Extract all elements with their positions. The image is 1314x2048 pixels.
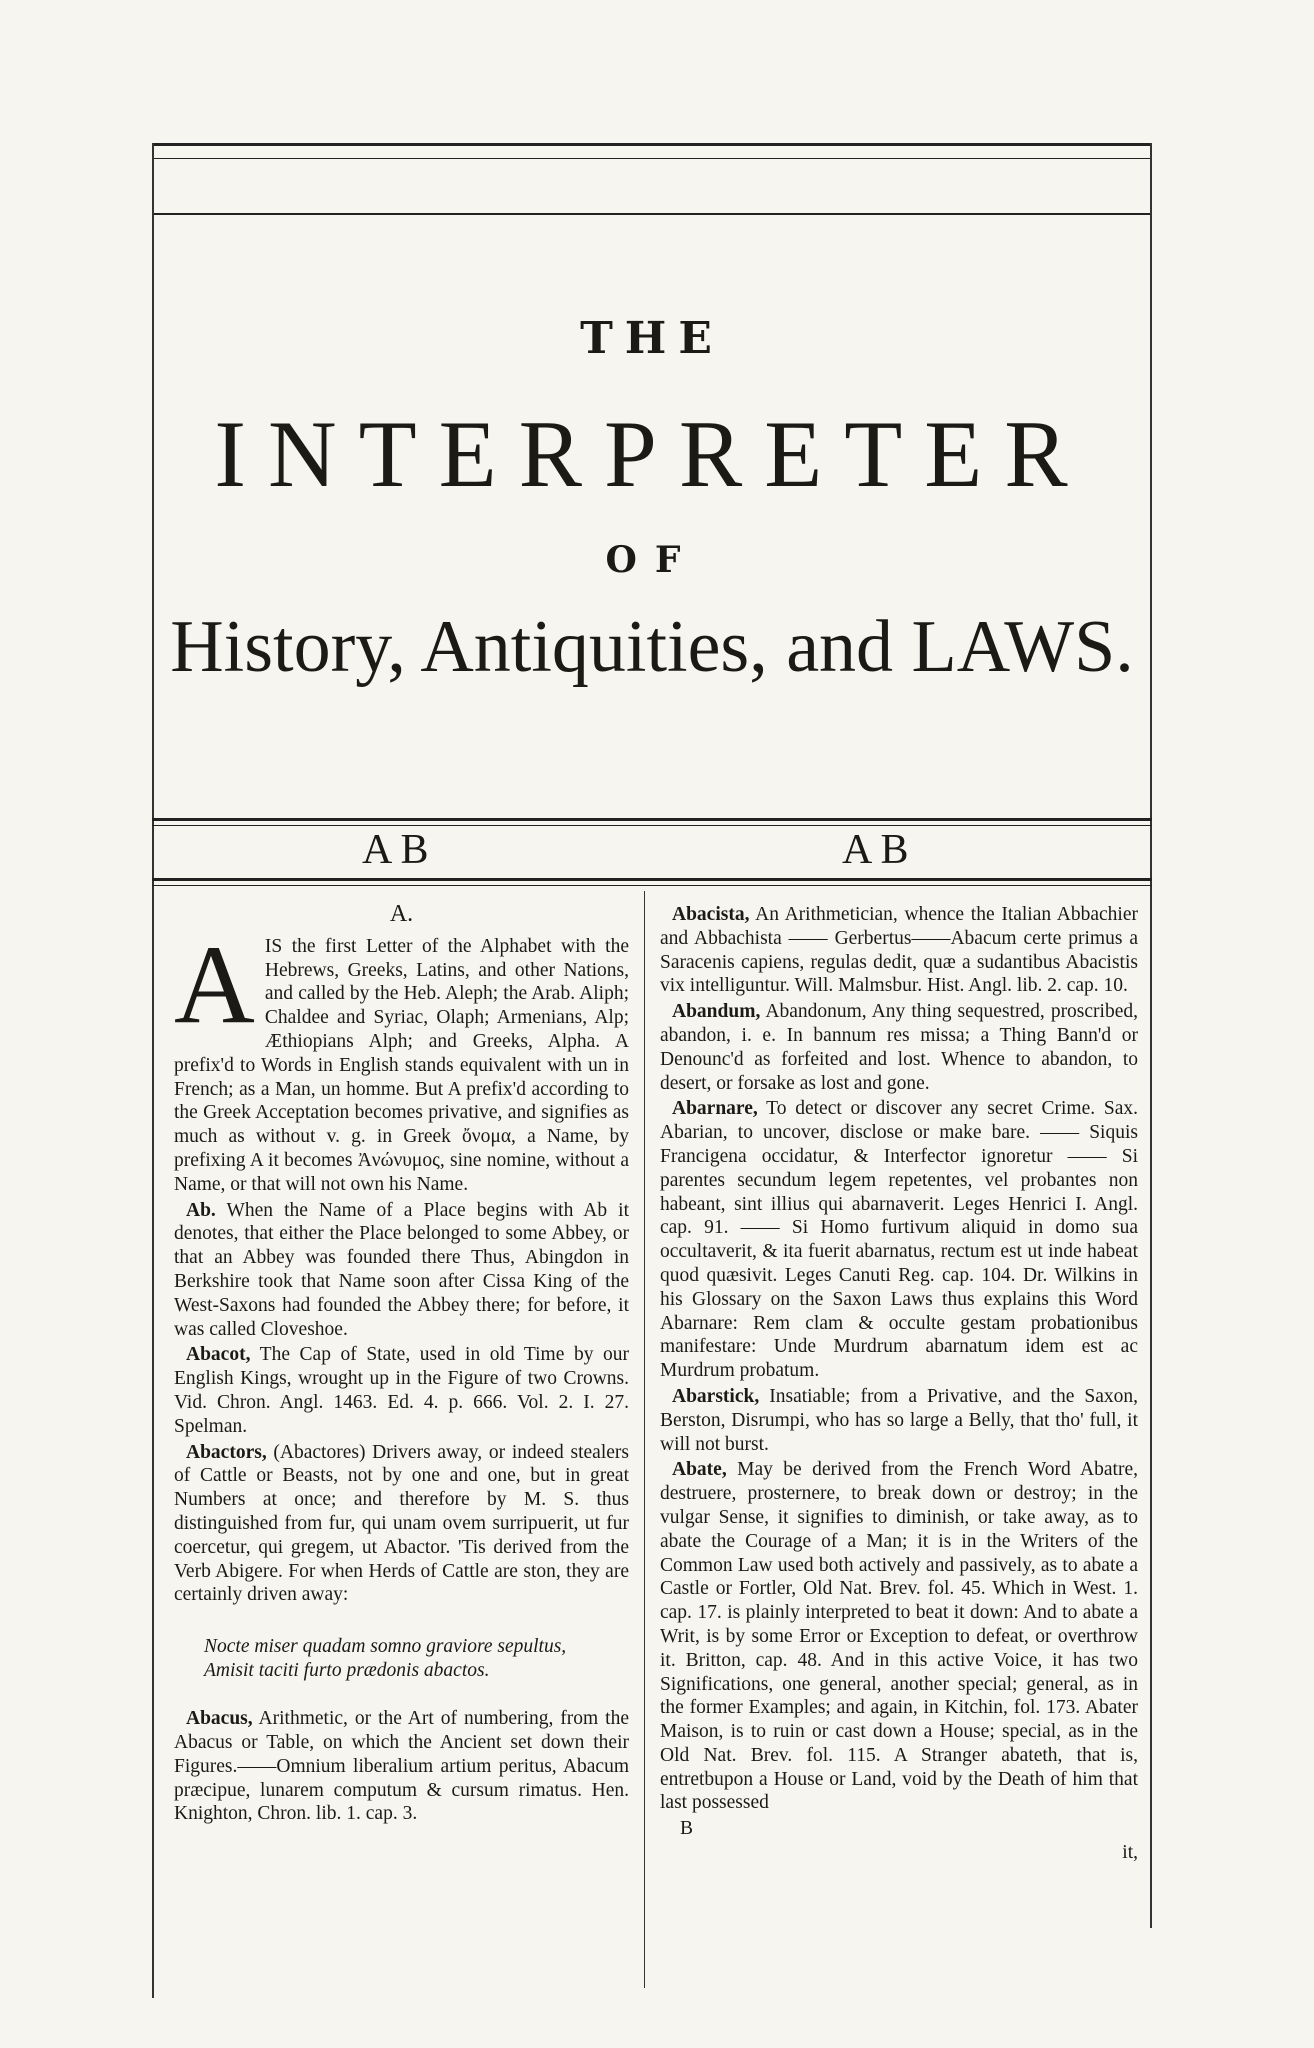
entry-text: To detect or discover any secret Crime. Sax. Abarian, to uncover, disclose or make bare. —— Siquis Francigena occidatur, & Interfector ignoretur —— Si parentes secundum legem repetentes, vel probantes non habeant, sint illius qui abarnaverit. Leges Henrici I. Angl. cap. 91. —— Si Homo furtivum aliquid in domo sua occultaverit, & ita fuerit abarnatus, rectum est ut inde habeat quod quæsivit. Leges Canuti Reg. cap. 104. Dr. Wilkins in his Glossary on the Saxon Laws thus explains this Word Abarnare: Rem clam & occulte gestam probationibus manifestare: Unde Murdrum abarnatum idem est ac Murdrum probatum. [660,1098,1138,1382]
headword: Abate, [672,1459,727,1481]
title-subtitle: History, Antiquities, and LAWS. [170,606,1134,688]
entry-abarnare [660,1097,1138,1383]
column-divider [644,891,645,1988]
entry-text: The Cap of State, used in old Time by our English Kings, wrought up in the Figure of two Crowns. Vid. Chron. Angl. 1463. Ed. 4. p. 666. Vol. 2. I. 27. Spelman. [174,1344,629,1437]
headword: Abacus, [186,1708,253,1730]
entry-text: An Arithmetician, whence the Italian Abbachier and Abbachista —— Gerbertus——Abacum certe primus a Saracenis capiens, regulas dedit, quæ a sudantibus Abacistis vix intelliguntur. Will. Malmsbur. Hist. Angl. lib. 2. cap. 10. [660,904,1138,997]
headword: Abarstick, [672,1385,760,1407]
column-head-rule-top [152,818,1152,826]
entry-text: Abandonum, Any thing sequestred, proscribed, abandon, i. e. In bannum res missa; a Thing Bann'd or Denounc'd as forfeited and lost. Whence to abandon, to desert, or forsake as lost and gone. [660,1001,1138,1094]
entry-abacista [660,903,1138,998]
drop-capital: A [174,922,255,1047]
entry-a-text: IS the first Letter of the Alphabet with the Hebrews, Greeks, Latins, and other Nations, and called by the Heb. Aleph; the Arab. Aliph; Chaldee and Syriac, Olaph; Armenians, Alp; Æthiopians Alph; and Greeks, Alpha. A prefix'd to Words in English stands equivalent with un in French; as a Man, un homme. But A prefix'd according to the Greek Acceptation becomes privative, and signifies as much as without v. g. in Greek ὄνομα, a Name, by prefixing A it becomes Ἀνώνυμος, sine nomine, without a Name, or that will not own his Name. [174,935,629,1195]
headword: Abarnare, [672,1098,758,1120]
title-main: INTERPRETER [214,401,1090,507]
page [152,143,1152,2018]
right-column [660,903,1138,1865]
signature-mark: B [680,1818,694,1840]
header-rule [152,213,1152,215]
entry-abandum [660,1000,1138,1095]
column-head-right: A B [842,827,909,873]
column-head-rule-bottom [152,878,1152,886]
headword: Abandum, [672,1001,761,1023]
column-head-left: A B [362,827,429,873]
entry-text: May be derived from the French Word Abatre, destruere, prosternere, to break down or destroy; in the vulgar Sense, it signifies to diminish, or take away, as to abate the Courage of a Man; it is in the Writers of the Common Law used both actively and passively, as to abate a Castle or Fortler, Old Nat. Brev. fol. 45. Which in West. 1. cap. 17. is plainly interpreted to beat it down: And to abate a Writ, is by some Error or Exception to defeat, or overthrow it. Britton, cap. 48. And in this active Voice, it has two Significations, one general, another special; general, as in the former Examples; and again, in Kitchin, fol. 173. Abater Maison, is to ruin or cast down a House; special, as in the Old Nat. Brev. fol. 115. A Stranger abateth, that is, entretbupon a House or Land, void by the Death of him that last possessed [660,1459,1138,1814]
title-the: THE [580,313,724,364]
verse-line: Nocte miser quadam somno graviore sepultus, [204,1636,567,1658]
entry-text: Insatiable; from a Privative, and the Saxon, Berston, Disrumpi, who has so large a Belly, that tho' full, it will not burst. [660,1385,1138,1455]
title-block [152,313,1152,690]
entry-a [174,922,629,1197]
section-letter: A. [389,901,414,927]
entry-abacus [174,1707,629,1826]
title-of: OF [605,539,699,581]
headword: Abacista, [672,904,750,925]
entry-abacot [174,1343,629,1438]
headword: Ab. [186,1199,216,1221]
top-double-rule [152,143,1152,159]
entry-abarstick [660,1385,1138,1456]
entry-text: (Abactores) Drivers away, or indeed stealers of Cattle or Beasts, not by one and one, but in great Numbers at once; and therefore by M. S. thus distinguished from fur, qui unam ovem surripuerit, ut fur coercetur, qui gregem, ut Abactor. 'Tis derived from the Verb Abigere. For when Herds of Cattle are ston, they are certainly driven away: [174,1441,629,1606]
entry-text: When the Name of a Place begins with Ab it denotes, that either the Place belonged to some Abbey, or that an Abbey was founded there Thus, Abingdon in Berkshire took that Name soon after Cissa King of the West-Saxons had founded the Abbey there; for before, it was called Cloveshoe. [174,1199,629,1340]
headword: Abactors, [186,1441,267,1463]
entry-abactors [174,1441,629,1608]
catchword: it, [1122,1842,1138,1864]
headword: Abacot, [186,1344,251,1366]
entry-abate [660,1458,1138,1815]
verse-line: Amisit taciti furto prædonis abactos. [204,1660,490,1682]
entry-ab [174,1199,629,1342]
entry-text: Arithmetic, or the Art of numbering, from the Abacus or Table, on which the Ancient set down their Figures.——Omnium liberalium artium peritus, Abacum præcipue, lunarem computum & cursum rimatus. Hen. Knighton, Chron. lib. 1. cap. 3. [174,1708,629,1825]
left-column [174,903,629,1828]
verse-quotation [204,1635,629,1683]
